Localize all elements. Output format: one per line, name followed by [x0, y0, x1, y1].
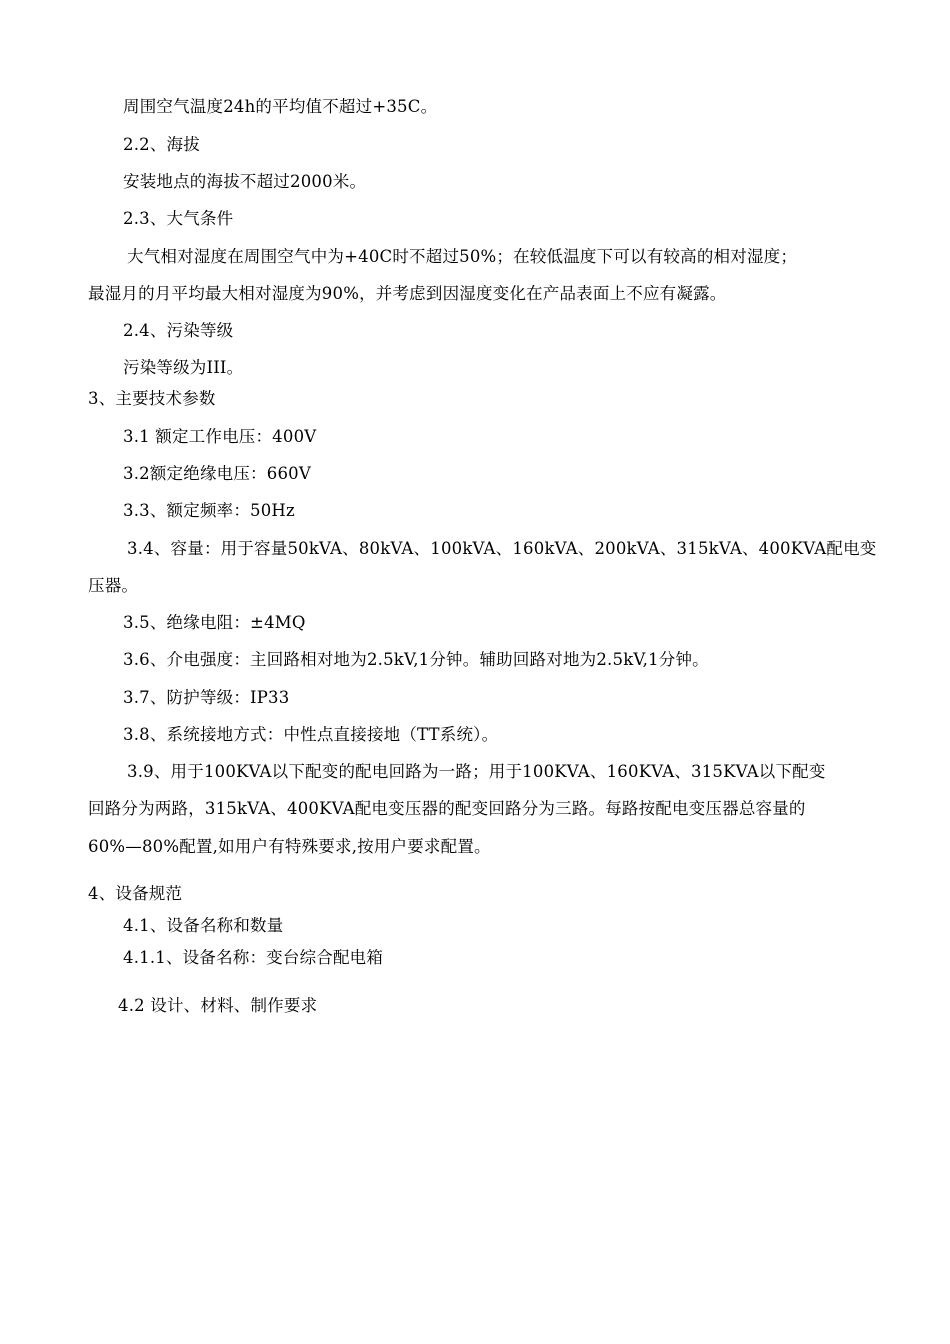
text-line-protection: 3.7、防护等级：IP33	[123, 688, 290, 707]
heading-equipment-name-qty: 4.1、设备名称和数量	[123, 916, 284, 935]
text-line-capacity-1: 3.4、容量：用于容量50kVA、80kVA、100kVA、160kVA、200kVA、315kVA、400KVA配电变	[127, 539, 877, 558]
text-line-circuits-3: 60%—80%配置,如用户有特殊要求,按用户要求配置。	[88, 837, 491, 856]
text-line-circuits-1: 3.9、用于100KVA以下配变的配电回路为一路；用于100KVA、160KVA、315KVA以下配变	[127, 762, 826, 781]
text-line-equipment-name: 4.1.1、设备名称：变台综合配电箱	[123, 948, 384, 967]
heading-technical-params: 3、主要技术参数	[88, 389, 216, 408]
text-line-temperature: 周围空气温度24h的平均值不超过+35C。	[123, 97, 438, 116]
heading-equipment-spec: 4、设备规范	[88, 884, 183, 903]
heading-atmosphere: 2.3、大气条件	[123, 209, 234, 228]
text-line-rated-voltage: 3.1 额定工作电压：400V	[123, 427, 317, 446]
text-line-circuits-2: 回路分为两路，315kVA、400KVA配电变压器的配变回路分为三路。每路按配电变压器总容量的	[88, 799, 806, 818]
heading-pollution: 2.4、污染等级	[123, 321, 234, 340]
text-line-capacity-2: 压器。	[88, 576, 139, 595]
text-line-altitude: 安装地点的海拔不超过2000米。	[123, 172, 367, 191]
text-line-frequency: 3.3、额定频率：50Hz	[123, 501, 295, 520]
text-line-grounding: 3.8、系统接地方式：中性点直接接地（TT系统）。	[123, 725, 499, 744]
text-line-insulation-voltage: 3.2额定绝缘电压：660V	[123, 464, 311, 483]
heading-altitude: 2.2、海拔	[123, 135, 200, 154]
text-line-dielectric: 3.6、介电强度：主回路相对地为2.5kV,1分钟。辅助回路对地为2.5kV,1分钟。	[123, 650, 709, 669]
text-line-pollution: 污染等级为III。	[123, 358, 244, 377]
text-line-insulation-resistance: 3.5、绝缘电阻：±4MQ	[123, 613, 306, 632]
text-line-humidity-2: 最湿月的月平均最大相对湿度为90%，并考虑到因湿度变化在产品表面上不应有凝露。	[88, 284, 727, 303]
text-line-humidity-1: 大气相对湿度在周围空气中为+40C时不超过50%；在较低温度下可以有较高的相对湿度；	[127, 247, 798, 266]
heading-design-requirements: 4.2 设计、材料、制作要求	[118, 996, 318, 1015]
